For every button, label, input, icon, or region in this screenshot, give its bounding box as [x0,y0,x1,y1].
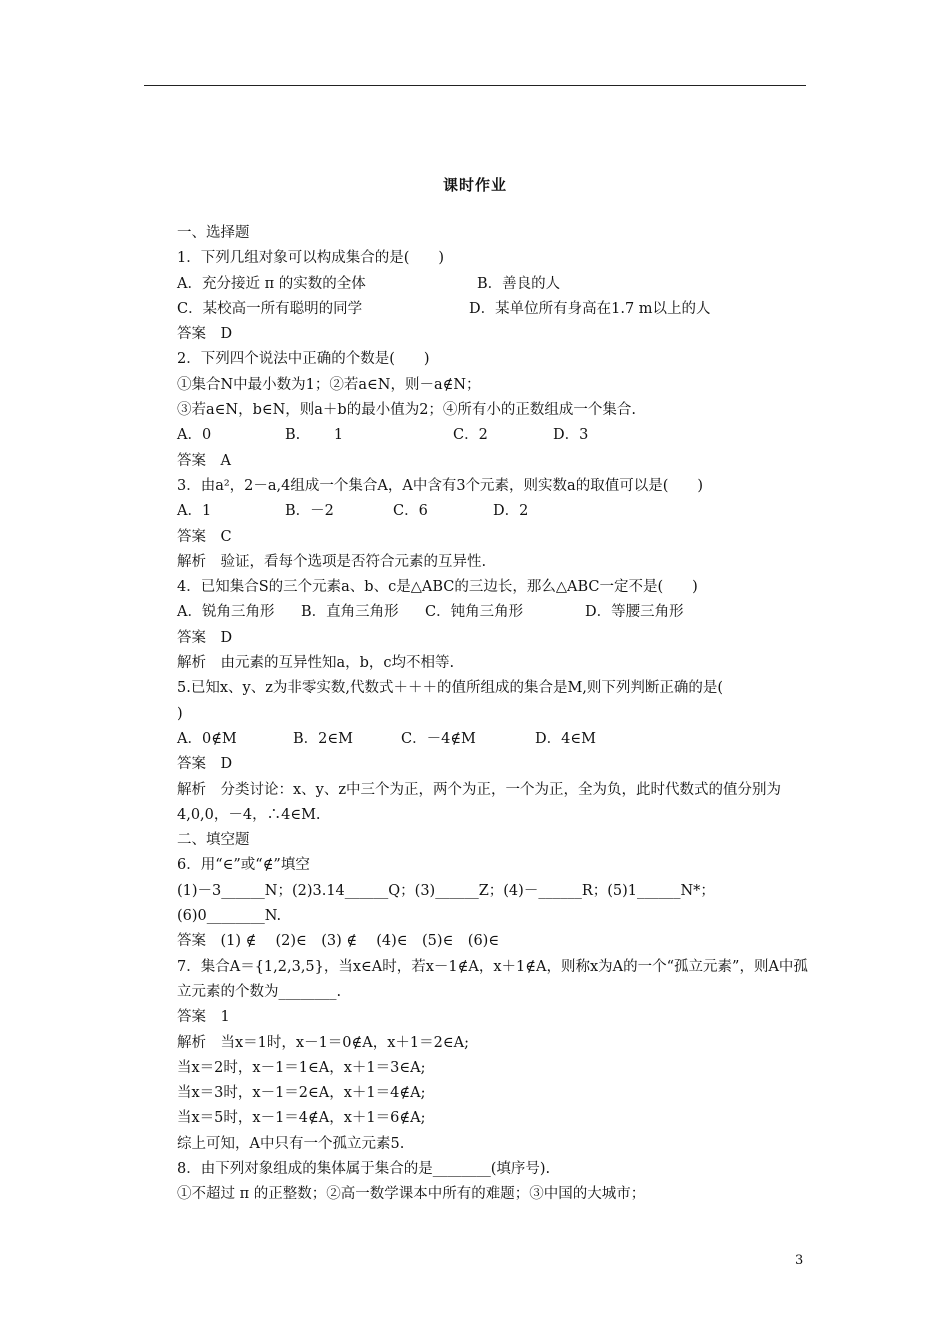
option-item: B．善良的人 [477,275,561,292]
option-item: C．2 [453,427,488,444]
text-line: 解析 分类讨论：x、y、z中三个为正，两个为正，一个为正，全为负，此时代数式的值分别为4,0,0，－4，∴4∈M. [177,781,782,823]
option-item: C．某校高一所有聪明的同学 [177,300,363,317]
text-line: 5.已知x、y、z为非零实数,代数式＋＋＋的值所组成的集合是M,则下列判断正确的是( [177,680,724,697]
text-line: 4．已知集合S的三个元素a、b、c是△ABC的三边长，那么△ABC一定不是( ) [177,579,698,596]
text-line: ③若a∈N，b∈N，则a＋b的最小值为2；④所有小的正数组成一个集合. [177,402,637,419]
text-line: 解析 验证，看每个选项是否符合元素的互异性. [177,553,487,570]
option-row [177,272,809,297]
option-item: A．1 [177,503,212,520]
text-line: 当x＝3时，x－1＝2∈A，x＋1＝4∉A; [177,1085,426,1102]
page-title: 课时作业 [442,176,507,194]
option-item: C．钝角三角形 [425,604,524,621]
text-line: 当x＝2时，x－1＝1∈A，x＋1＝3∈A; [177,1059,426,1076]
option-item: C．6 [393,503,428,520]
text-line: 解析 当x＝1时，x－1＝0∉A，x＋1＝2∈A; [177,1034,469,1051]
text-line: 答案 (1) ∉ (2)∈ (3) ∉ (4)∈ (5)∈ (6)∈ [177,933,500,950]
header-rule [144,85,806,86]
option-item: D．某单位所有身高在1.7 m以上的人 [469,300,711,317]
text-line: 答案 C [177,528,232,545]
option-item: B．－2 [285,503,334,520]
text-line: ①集合N中最小数为1；②若a∈N，则－a∉N； [177,376,481,393]
option-item: A．0∉M [177,730,237,747]
option-row [177,499,809,524]
option-item: A．锐角三角形 [177,604,275,621]
text-line: ) [177,705,183,722]
option-item: A．0 [177,427,212,444]
document-body [177,221,809,1208]
option-item: C．－4∉M [401,730,476,747]
text-line: 解析 由元素的互异性知a，b，c均不相等. [177,655,455,672]
option-row [177,727,809,752]
text-line: 当x＝5时，x－1＝4∉A，x＋1＝6∉A; [177,1110,426,1127]
option-item: B．直角三角形 [301,604,399,621]
text-line: 二、填空题 [177,832,250,849]
text-line: ①不超过 π 的正整数；②高一数学课本中所有的难题；③中国的大城市； [177,1186,646,1203]
text-line: 8．由下列对象组成的集体属于集合的是________(填序号). [177,1160,551,1177]
text-line: (1)－3______N；(2)3.14______Q；(3)______Z；(4)－______R；(5)1______N*； [177,882,715,899]
text-line: 7．集合A＝{1,2,3,5}，当x∈A时，若x－1∉A，x＋1∉A，则称x为A的一个“孤立元素”，则A中孤立元素的个数为________. [177,958,808,1000]
text-line: 6．用“∈”或“∉”填空 [177,857,310,874]
option-item: B. 1 [285,427,344,444]
option-item: D．3 [553,427,589,444]
text-line: 答案 D [177,326,233,343]
option-item: B．2∈M [293,730,353,747]
option-item: A．充分接近 π 的实数的全体 [177,275,366,292]
text-line: 3．由a²，2－a,4组成一个集合A，A中含有3个元素，则实数a的取值可以是( ) [177,477,704,494]
text-line: (6)0________N. [177,908,282,925]
text-line: 2．下列四个说法中正确的个数是( ) [177,351,430,368]
text-line: 答案 D [177,629,233,646]
option-item: D．等腰三角形 [585,604,684,621]
option-row [177,423,809,448]
text-line: 答案 1 [177,1009,230,1026]
text-line: 综上可知，A中只有一个孤立元素5. [177,1135,405,1152]
option-row [177,600,809,625]
option-item: D．2 [493,503,529,520]
option-item: D．4∈M [535,730,596,747]
page-number: 3 [795,1253,804,1268]
option-row [177,297,809,322]
text-line: 答案 D [177,756,233,773]
text-line: 答案 A [177,452,231,469]
text-line: 1．下列几组对象可以构成集合的是( ) [177,250,445,267]
text-line: 一、选择题 [177,225,250,241]
